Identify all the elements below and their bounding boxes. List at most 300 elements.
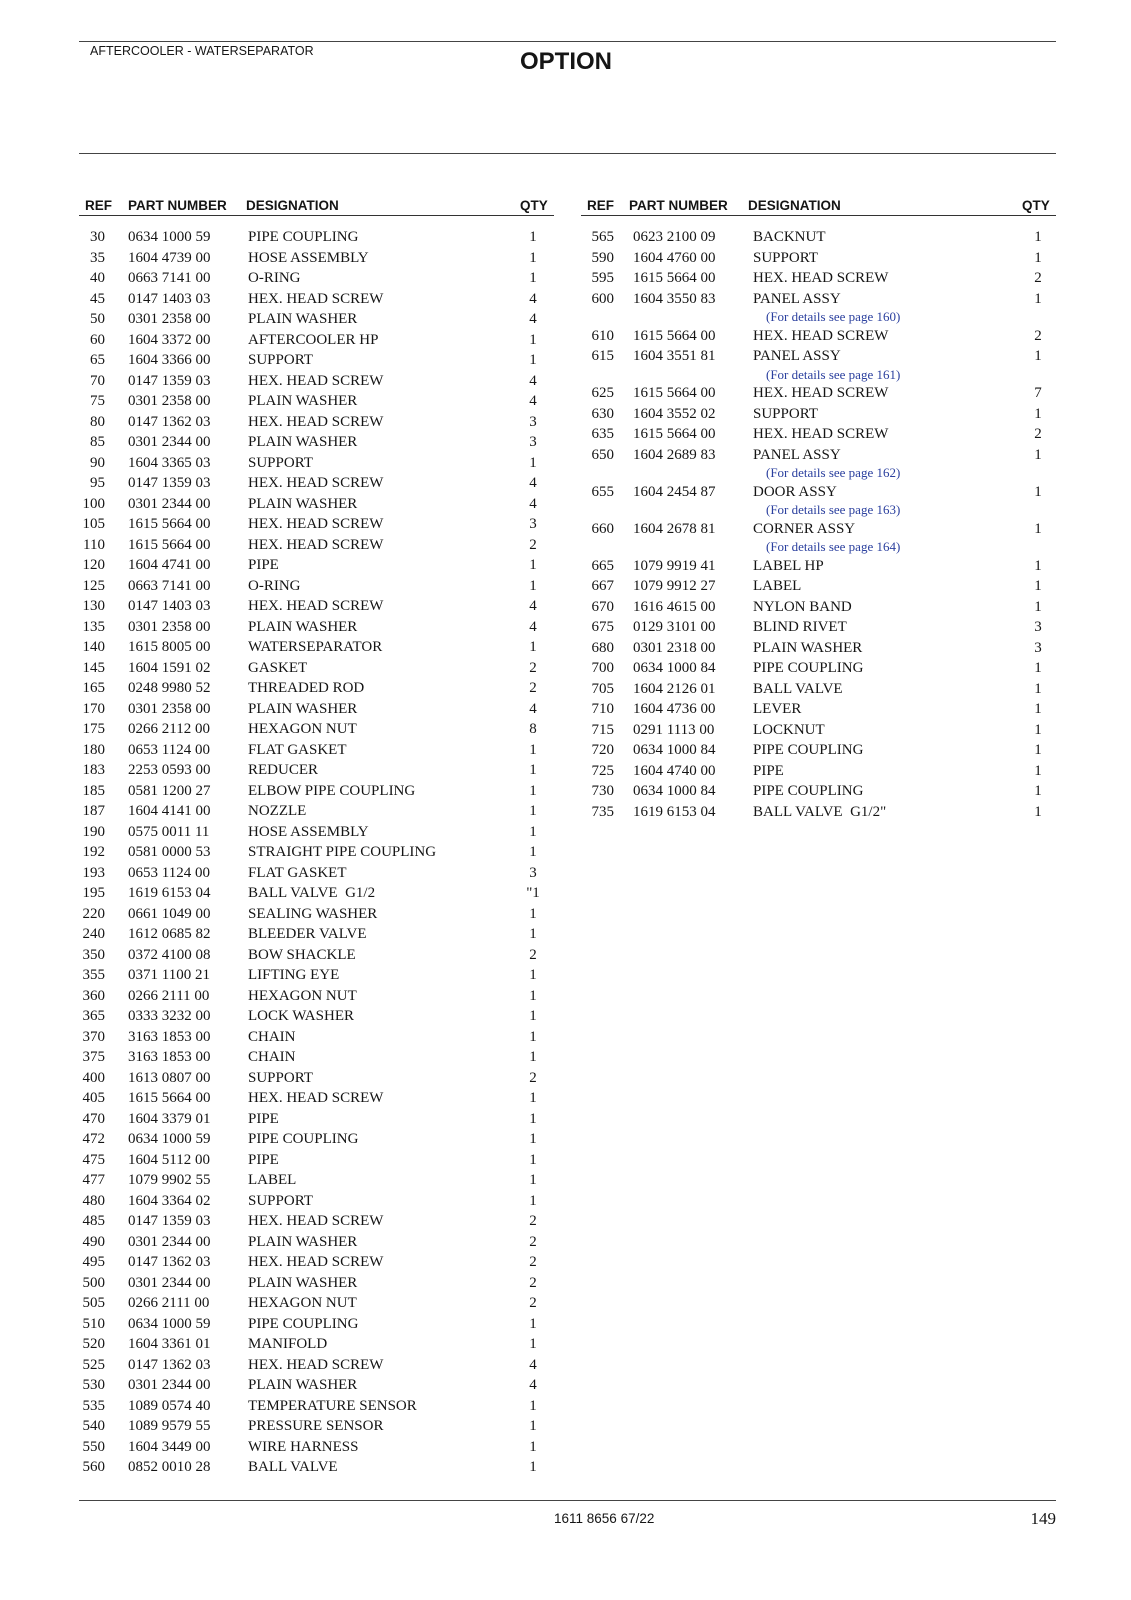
designation-cell: SUPPORT xyxy=(248,352,313,368)
part-number-cell: 0301 2344 00 xyxy=(128,434,211,450)
part-number-cell: 0147 1362 03 xyxy=(128,1254,211,1270)
table-row xyxy=(79,1191,554,1212)
designation-cell: PRESSURE SENSOR xyxy=(248,1418,384,1434)
parts-table-right xyxy=(581,196,1056,822)
ref-cell: 125 xyxy=(82,577,105,594)
part-number-cell: 0634 1000 84 xyxy=(633,660,716,676)
column-header-part-number: PART NUMBER xyxy=(629,198,728,213)
qty-cell: 1 xyxy=(1034,783,1042,799)
qty-cell: 2 xyxy=(1034,270,1042,286)
designation-cell: SUPPORT xyxy=(753,405,818,422)
qty-cell: 4 xyxy=(529,1356,537,1373)
table-row xyxy=(79,1416,554,1437)
table-row xyxy=(79,596,554,617)
designation-cell: BALL VALVE xyxy=(248,1459,338,1475)
part-number-cell: 0372 4100 08 xyxy=(128,946,211,963)
ref-cell: 520 xyxy=(82,1336,105,1352)
ref-cell: 530 xyxy=(82,1377,105,1393)
qty-cell: 4 xyxy=(529,618,537,635)
table-row xyxy=(79,719,554,740)
part-number-cell: 0634 1000 59 xyxy=(128,1131,211,1147)
qty-cell: 2 xyxy=(1034,327,1042,344)
ref-cell: 625 xyxy=(591,385,614,401)
qty-cell: 2 xyxy=(529,659,537,676)
table-row xyxy=(79,227,554,248)
qty-cell: 2 xyxy=(1034,426,1042,442)
table-row xyxy=(79,1006,554,1027)
designation-cell: HOSE ASSEMBLY xyxy=(248,249,369,266)
table-row xyxy=(581,597,1056,618)
qty-cell: 1 xyxy=(529,1192,537,1209)
designation-cell: BALL VALVE xyxy=(753,680,843,697)
ref-cell: 735 xyxy=(591,803,614,820)
designation-cell: HEX. HEAD SCREW xyxy=(753,426,889,442)
qty-cell: 1 xyxy=(529,1336,537,1352)
column-header-part-number: PART NUMBER xyxy=(128,198,227,213)
qty-cell: 1 xyxy=(529,1418,537,1434)
part-number-cell: 0634 1000 59 xyxy=(128,1315,211,1332)
designation-cell: CHAIN xyxy=(248,1028,296,1045)
column-header-ref: REF xyxy=(587,198,614,213)
ref-cell: 370 xyxy=(82,1028,105,1045)
table-row xyxy=(79,1293,554,1314)
part-number-cell: 1604 3361 01 xyxy=(128,1336,211,1352)
ref-cell: 635 xyxy=(591,426,614,442)
ref-cell: 405 xyxy=(82,1090,105,1106)
ref-cell: 183 xyxy=(82,762,105,778)
part-number-cell: 1616 4615 00 xyxy=(633,598,716,615)
ref-cell: 190 xyxy=(82,823,105,840)
qty-cell: 1 xyxy=(529,782,537,799)
ref-cell: 170 xyxy=(82,700,105,717)
footer-rule xyxy=(79,1500,1056,1501)
part-number-cell: 1619 6153 04 xyxy=(128,885,211,901)
qty-cell: 1 xyxy=(529,557,537,573)
designation-cell: PIPE xyxy=(248,1110,279,1127)
table-row xyxy=(581,404,1056,425)
designation-cell: BALL VALVE G1/2" xyxy=(753,803,887,820)
qty-cell: 1 xyxy=(1034,803,1042,820)
table-row xyxy=(581,346,1056,367)
table-row xyxy=(79,699,554,720)
part-number-cell: 1604 3449 00 xyxy=(128,1438,211,1455)
table-row xyxy=(79,924,554,945)
ref-cell: 195 xyxy=(82,885,105,901)
table-row xyxy=(581,740,1056,761)
designation-cell: TEMPERATURE SENSOR xyxy=(248,1397,417,1414)
ref-cell: 715 xyxy=(591,721,614,738)
qty-cell: 1 xyxy=(529,1110,537,1127)
part-number-cell: 1619 6153 04 xyxy=(633,803,716,820)
designation-cell: MANIFOLD xyxy=(248,1336,328,1352)
designation-cell: PIPE xyxy=(753,762,784,779)
table-row xyxy=(79,289,554,310)
qty-cell: 2 xyxy=(529,1233,537,1250)
column-header-qty: QTY xyxy=(520,198,548,213)
designation-cell: HEX. HEAD SCREW xyxy=(248,1090,384,1106)
designation-cell: BACKNUT xyxy=(753,229,826,245)
qty-cell: 1 xyxy=(529,762,537,778)
details-note-row xyxy=(581,309,1056,326)
ref-cell: 65 xyxy=(90,352,105,368)
designation-cell: HEX. HEAD SCREW xyxy=(248,536,384,553)
designation-cell: PLAIN WASHER xyxy=(248,495,358,512)
table-row xyxy=(79,1457,554,1478)
table-row xyxy=(79,945,554,966)
qty-cell: 1 xyxy=(1034,229,1042,245)
part-number-cell: 1615 5664 00 xyxy=(633,270,716,286)
designation-cell: HEXAGON NUT xyxy=(248,987,357,1004)
column-header-qty: QTY xyxy=(1022,198,1050,213)
part-number-cell: 0147 1362 03 xyxy=(128,1356,211,1373)
table-row xyxy=(79,309,554,330)
part-number-cell: 1615 5664 00 xyxy=(128,516,211,532)
part-number-cell: 1604 4736 00 xyxy=(633,701,716,717)
designation-cell: ELBOW PIPE COUPLING xyxy=(248,782,416,799)
designation-cell: PANEL ASSY xyxy=(753,290,841,307)
ref-cell: 710 xyxy=(591,701,614,717)
column-header-designation: DESIGNATION xyxy=(246,198,339,213)
ref-cell: 725 xyxy=(591,762,614,779)
table-row xyxy=(79,760,554,781)
part-number-cell: 0266 2112 00 xyxy=(128,721,210,737)
qty-cell: 1 xyxy=(529,844,537,860)
designation-cell: PLAIN WASHER xyxy=(248,618,358,635)
part-number-cell: 1612 0685 82 xyxy=(128,926,211,942)
details-note-row xyxy=(581,465,1056,482)
part-number-cell: 2253 0593 00 xyxy=(128,762,211,778)
ref-cell: 95 xyxy=(90,475,105,491)
part-number-cell: 0852 0010 28 xyxy=(128,1459,211,1475)
part-number-cell: 1604 3365 03 xyxy=(128,454,211,471)
table-row xyxy=(581,802,1056,823)
qty-cell: 1 xyxy=(529,823,537,840)
qty-cell: 1 xyxy=(1034,290,1042,307)
qty-cell: 4 xyxy=(529,372,537,389)
part-number-cell: 1604 3366 00 xyxy=(128,352,211,368)
ref-cell: 670 xyxy=(591,598,614,615)
part-number-cell: 0661 1049 00 xyxy=(128,905,211,922)
qty-cell: 1 xyxy=(529,1397,537,1414)
qty-cell: 1 xyxy=(1034,660,1042,676)
part-number-cell: 0147 1403 03 xyxy=(128,290,211,307)
part-number-cell: 0129 3101 00 xyxy=(633,619,716,635)
ref-cell: 185 xyxy=(82,782,105,799)
qty-cell: 1 xyxy=(529,454,537,471)
table-row xyxy=(79,268,554,289)
table-row xyxy=(79,1314,554,1335)
ref-cell: 477 xyxy=(82,1172,105,1188)
designation-cell: PLAIN WASHER xyxy=(248,311,358,327)
qty-cell: 1 xyxy=(529,270,537,286)
ref-cell: 45 xyxy=(90,290,105,307)
qty-cell: 2 xyxy=(529,1069,537,1086)
table-row xyxy=(79,535,554,556)
designation-cell: HEX. HEAD SCREW xyxy=(248,1356,384,1373)
part-number-cell: 0301 2358 00 xyxy=(128,393,211,409)
qty-cell: 4 xyxy=(529,700,537,717)
ref-cell: 615 xyxy=(591,348,614,364)
ref-cell: 100 xyxy=(82,495,105,512)
designation-cell: SUPPORT xyxy=(248,1192,313,1209)
qty-cell: 1 xyxy=(529,1049,537,1065)
table-row xyxy=(79,248,554,269)
table-row xyxy=(79,637,554,658)
ref-cell: 485 xyxy=(82,1213,105,1229)
part-number-cell: 0301 2358 00 xyxy=(128,618,211,635)
designation-cell: CHAIN xyxy=(248,1049,296,1065)
qty-cell: 2 xyxy=(529,536,537,553)
part-number-cell: 1089 0574 40 xyxy=(128,1397,211,1414)
table-row xyxy=(79,1109,554,1130)
ref-cell: 535 xyxy=(82,1397,105,1414)
ref-cell: 665 xyxy=(591,557,614,574)
qty-cell: 1 xyxy=(1034,680,1042,697)
table-row xyxy=(79,1232,554,1253)
designation-cell: LOCK WASHER xyxy=(248,1008,354,1024)
qty-cell: 7 xyxy=(1034,385,1042,401)
details-note-row xyxy=(581,539,1056,556)
part-number-cell: 1604 4740 00 xyxy=(633,762,716,779)
ref-cell: 145 xyxy=(82,659,105,676)
designation-cell: BOW SHACKLE xyxy=(248,946,356,963)
qty-cell: 1 xyxy=(1034,742,1042,758)
part-number-cell: 0575 0011 11 xyxy=(128,823,210,840)
ref-cell: 655 xyxy=(591,483,614,500)
qty-cell: 1 xyxy=(1034,405,1042,422)
table-row xyxy=(581,326,1056,347)
ref-cell: 60 xyxy=(90,331,105,348)
designation-cell: SUPPORT xyxy=(248,1069,313,1086)
designation-cell: STRAIGHT PIPE COUPLING xyxy=(248,844,437,860)
qty-cell: 1 xyxy=(529,987,537,1004)
table-row xyxy=(581,519,1056,540)
designation-cell: SUPPORT xyxy=(753,249,818,266)
ref-cell: 180 xyxy=(82,741,105,758)
table-row xyxy=(79,1355,554,1376)
qty-cell: 2 xyxy=(529,680,537,696)
designation-cell: HEX. HEAD SCREW xyxy=(248,290,384,307)
section-title: AFTERCOOLER - WATERSEPARATOR xyxy=(90,44,314,58)
designation-cell: HOSE ASSEMBLY xyxy=(248,823,369,840)
table-row xyxy=(79,1273,554,1294)
table-row xyxy=(79,965,554,986)
designation-cell: FLAT GASKET xyxy=(248,864,347,881)
table-row xyxy=(79,1027,554,1048)
part-number-cell: 0147 1359 03 xyxy=(128,475,211,491)
part-number-cell: 0333 3232 00 xyxy=(128,1008,211,1024)
page-number: 149 xyxy=(1030,1509,1056,1528)
details-note-row xyxy=(581,367,1056,384)
designation-cell: PIPE COUPLING xyxy=(248,1315,359,1332)
ref-cell: 475 xyxy=(82,1151,105,1168)
ref-cell: 360 xyxy=(82,987,105,1004)
ref-cell: 720 xyxy=(591,742,614,758)
designation-cell: HEX. HEAD SCREW xyxy=(248,372,384,389)
part-number-cell: 1604 3552 02 xyxy=(633,405,716,422)
ref-cell: 505 xyxy=(82,1295,105,1311)
designation-cell: PLAIN WASHER xyxy=(248,1377,358,1393)
designation-cell: PIPE COUPLING xyxy=(753,783,864,799)
table-row xyxy=(79,391,554,412)
designation-cell: HEXAGON NUT xyxy=(248,721,357,737)
ref-cell: 85 xyxy=(90,434,105,450)
designation-cell: HEX. HEAD SCREW xyxy=(753,385,889,401)
qty-cell: 1 xyxy=(1034,721,1042,738)
designation-cell: PIPE COUPLING xyxy=(248,1131,359,1147)
qty-cell: 3 xyxy=(529,434,537,450)
qty-cell: 2 xyxy=(529,946,537,963)
part-number-cell: 0653 1124 00 xyxy=(128,864,210,881)
qty-cell: 1 xyxy=(529,1090,537,1106)
part-number-cell: 1079 9912 27 xyxy=(633,578,716,594)
ref-cell: 40 xyxy=(90,270,105,286)
ref-cell: 365 xyxy=(82,1008,105,1024)
designation-cell: PIPE COUPLING xyxy=(248,229,359,245)
designation-cell: PIPE xyxy=(248,557,279,573)
ref-cell: 680 xyxy=(591,639,614,656)
qty-cell: 1 xyxy=(529,352,537,368)
part-number-cell: 0301 2358 00 xyxy=(128,311,211,327)
ref-cell: 105 xyxy=(82,516,105,532)
part-number-cell: 1615 5664 00 xyxy=(128,536,211,553)
ref-cell: 480 xyxy=(82,1192,105,1209)
part-number-cell: 0301 2318 00 xyxy=(633,639,716,656)
table-row xyxy=(581,576,1056,597)
designation-cell: WIRE HARNESS xyxy=(248,1438,359,1455)
ref-cell: 650 xyxy=(591,446,614,463)
part-number-cell: 3163 1853 00 xyxy=(128,1028,211,1045)
qty-cell: 1 xyxy=(529,1151,537,1168)
designation-cell: WATERSEPARATOR xyxy=(248,639,383,655)
table-row xyxy=(79,617,554,638)
details-note: (For details see page 162) xyxy=(766,465,901,480)
qty-cell: 3 xyxy=(1034,639,1042,656)
part-number-cell: 1604 1591 02 xyxy=(128,659,211,676)
ref-cell: 375 xyxy=(82,1049,105,1065)
table-row xyxy=(79,842,554,863)
qty-cell: 1 xyxy=(529,249,537,266)
table-row xyxy=(79,781,554,802)
ref-cell: 90 xyxy=(90,454,105,471)
designation-cell: O-RING xyxy=(248,270,301,286)
ref-cell: 350 xyxy=(82,946,105,963)
qty-cell: 1 xyxy=(529,331,537,348)
part-number-cell: 1604 4760 00 xyxy=(633,249,716,266)
designation-cell: PLAIN WASHER xyxy=(248,1274,358,1291)
table-row xyxy=(79,576,554,597)
qty-cell: 2 xyxy=(529,1254,537,1270)
qty-cell: 1 xyxy=(1034,249,1042,266)
table-body xyxy=(581,227,1056,822)
designation-cell: THREADED ROD xyxy=(248,680,365,696)
designation-cell: REDUCER xyxy=(248,762,319,778)
designation-cell: HEX. HEAD SCREW xyxy=(248,413,384,430)
table-row xyxy=(79,822,554,843)
details-note: (For details see page 163) xyxy=(766,502,901,517)
option-title: OPTION xyxy=(520,48,613,75)
ref-cell: 355 xyxy=(82,967,105,983)
table-row xyxy=(79,801,554,822)
table-row xyxy=(79,1088,554,1109)
table-row xyxy=(79,883,554,904)
designation-cell: PLAIN WASHER xyxy=(248,434,358,450)
designation-cell: HEX. HEAD SCREW xyxy=(248,598,384,614)
designation-cell: PLAIN WASHER xyxy=(248,700,358,717)
table-row xyxy=(581,658,1056,679)
part-number-cell: 0147 1359 03 xyxy=(128,372,211,389)
designation-cell: NOZZLE xyxy=(248,803,307,819)
part-number-cell: 0301 2344 00 xyxy=(128,1274,211,1291)
ref-cell: 120 xyxy=(82,557,105,573)
part-number-cell: 1079 9902 55 xyxy=(128,1172,211,1188)
designation-cell: LABEL HP xyxy=(753,557,824,574)
qty-cell: 4 xyxy=(529,598,537,614)
part-number-cell: 1615 5664 00 xyxy=(633,385,716,401)
designation-cell: SEALING WASHER xyxy=(248,905,378,922)
part-number-cell: 1079 9919 41 xyxy=(633,557,716,574)
part-number-cell: 3163 1853 00 xyxy=(128,1049,211,1065)
table-row xyxy=(79,1211,554,1232)
ref-cell: 70 xyxy=(90,372,105,389)
qty-cell: "1 xyxy=(526,885,540,901)
part-number-cell: 1604 2454 87 xyxy=(633,483,716,500)
designation-cell: PLAIN WASHER xyxy=(248,1233,358,1250)
part-number-cell: 1604 4739 00 xyxy=(128,249,211,266)
designation-cell: LABEL xyxy=(248,1172,297,1188)
ref-cell: 667 xyxy=(591,578,614,594)
designation-cell: GASKET xyxy=(248,659,308,676)
part-number-cell: 1604 3364 02 xyxy=(128,1192,211,1209)
table-row xyxy=(581,383,1056,404)
details-note-row xyxy=(581,502,1056,519)
details-note: (For details see page 164) xyxy=(766,539,901,554)
table-row xyxy=(79,371,554,392)
ref-cell: 187 xyxy=(82,803,105,819)
qty-cell: 1 xyxy=(529,1315,537,1332)
ref-cell: 610 xyxy=(591,327,614,344)
qty-cell: 1 xyxy=(1034,598,1042,615)
designation-cell: SUPPORT xyxy=(248,454,313,471)
ref-cell: 192 xyxy=(82,844,105,860)
designation-cell: LOCKNUT xyxy=(753,721,825,738)
table-row xyxy=(581,699,1056,720)
qty-cell: 1 xyxy=(529,229,537,245)
table-row xyxy=(79,350,554,371)
ref-cell: 140 xyxy=(82,639,105,655)
designation-cell: HEX. HEAD SCREW xyxy=(248,516,384,532)
designation-cell: FLAT GASKET xyxy=(248,741,347,758)
table-row xyxy=(581,424,1056,445)
ref-cell: 30 xyxy=(90,229,105,245)
table-row xyxy=(79,986,554,1007)
part-number-cell: 0581 0000 53 xyxy=(128,844,211,860)
part-number-cell: 0301 2358 00 xyxy=(128,700,211,717)
ref-cell: 135 xyxy=(82,618,105,635)
qty-cell: 1 xyxy=(529,1459,537,1475)
ref-cell: 700 xyxy=(591,660,614,676)
part-number-cell: 0301 2344 00 xyxy=(128,1233,211,1250)
table-row xyxy=(79,658,554,679)
designation-cell: AFTERCOOLER HP xyxy=(248,331,379,348)
ref-cell: 400 xyxy=(82,1069,105,1086)
ref-cell: 495 xyxy=(82,1254,105,1270)
qty-cell: 4 xyxy=(529,1377,537,1393)
part-number-cell: 0653 1124 00 xyxy=(128,741,210,758)
ref-cell: 110 xyxy=(83,536,105,553)
table-row xyxy=(79,494,554,515)
designation-cell: PIPE xyxy=(248,1151,279,1168)
